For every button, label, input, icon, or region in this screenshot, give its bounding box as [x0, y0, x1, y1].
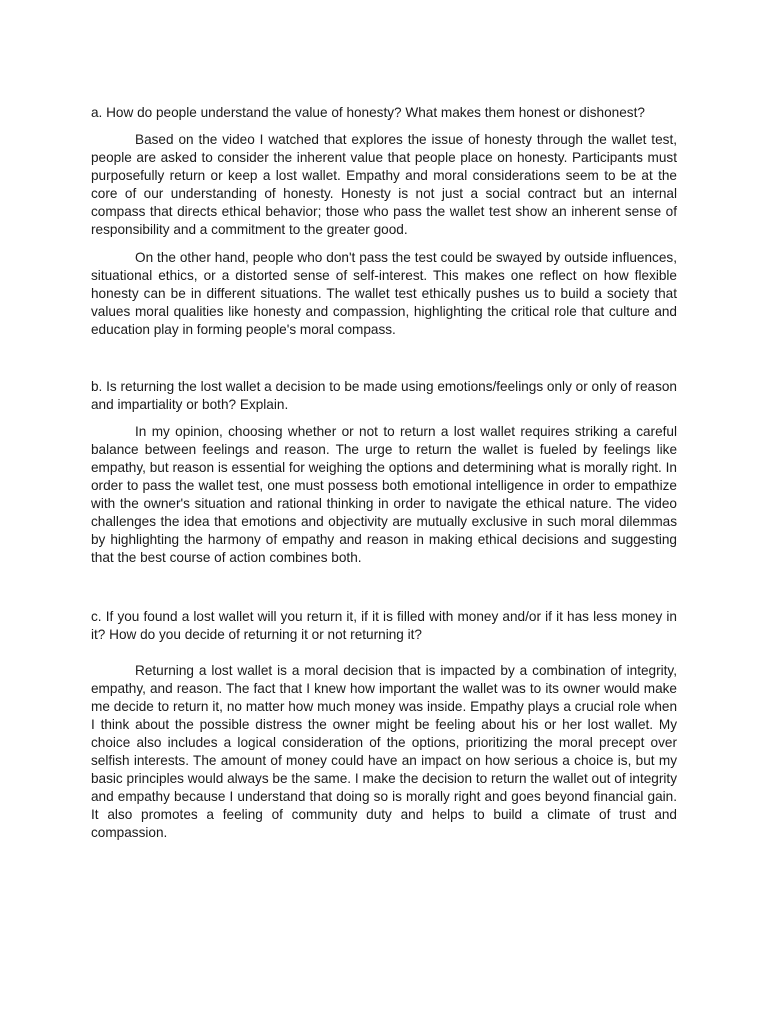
- answer-a-paragraph-1: Based on the video I watched that explores the issue of honesty through the wallet test, people are asked to consider the inherent value that people place on honesty. Participants must purposefully return or keep a lost wallet. Empathy and moral considerations seem to be at the core of our understanding of honesty. Honesty is not just a social contract but an internal compass that directs ethical behavior; those who pass the wallet test show an inherent sense of responsibility and a commitment to the greater good.: [91, 132, 677, 237]
- question-a: a. How do people understand the value of honesty? What makes them honest or dishonest?: [91, 105, 645, 120]
- answer-c-paragraph-1: Returning a lost wallet is a moral decision that is impacted by a combination of integrity, empathy, and reason. The fact that I knew how important the wallet was to its owner would make me decide to return it, no matter how much money was inside. Empathy plays a crucial role when I think about the possible distress the owner might be feeling about his or her lost wallet. My choice also includes a logical consideration of the options, prioritizing the moral precept over selfish interests. The amount of money could have an impact on how serious a choice is, but my basic principles would always be the same. I make the decision to return the wallet out of integrity and empathy because I understand that doing so is morally right and goes beyond financial gain. It also promotes a feeling of community duty and helps to build a climate of trust and compassion.: [91, 663, 677, 840]
- answer-a-paragraph-2: On the other hand, people who don't pass the test could be swayed by outside influences, situational ethics, or a distorted sense of self-interest. This makes one reflect on how flexible honesty can be in different situations. The wallet test ethically pushes us to build a society that values moral qualities like honesty and compassion, highlighting the critical role that culture and education play in forming people's moral compass.: [91, 250, 677, 337]
- question-c: c. If you found a lost wallet will you return it, if it is filled with money and/or if it has less money in it? How do you decide of returning it or not returning it?: [91, 609, 677, 642]
- answer-b-paragraph-1: In my opinion, choosing whether or not to return a lost wallet requires striking a careful balance between feelings and reason. The urge to return the wallet is fueled by feelings like empathy, but reason is essential for weighing the options and determining what is morally right. In order to pass the wallet test, one must possess both emotional intelligence in order to empathize with the owner's situation and rational thinking in order to navigate the ethical nature. The video challenges the idea that emotions and objectivity are mutually exclusive in such moral dilemmas by highlighting the harmony of empathy and reason in making ethical decisions and suggesting that the best course of action combines both.: [91, 424, 677, 565]
- section-spacer: [91, 577, 677, 608]
- document-body: [91, 104, 677, 852]
- section-spacer: [91, 349, 677, 378]
- question-b: b. Is returning the lost wallet a decision to be made using emotions/feelings only or only of reason and impartiality or both? Explain.: [91, 379, 677, 412]
